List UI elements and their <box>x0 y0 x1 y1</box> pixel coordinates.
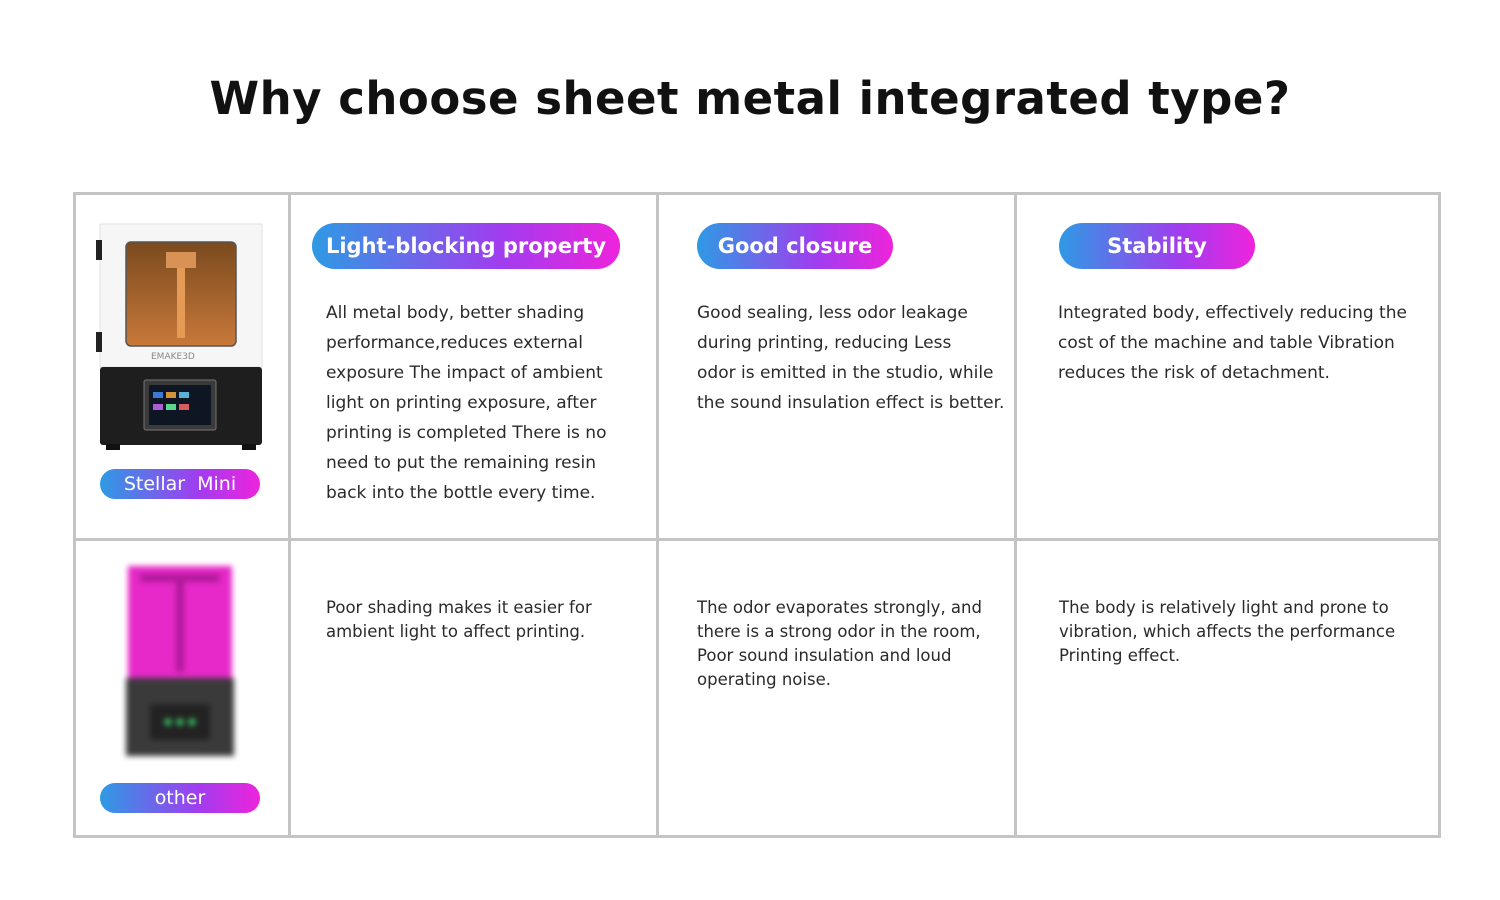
text-line: reduces the risk of detachment. <box>1058 363 1330 383</box>
row-divider <box>76 538 1438 541</box>
comparison-table <box>73 192 1441 838</box>
column-divider <box>656 195 659 835</box>
text-line: Poor shading makes it easier for <box>326 598 592 617</box>
column-divider <box>1014 195 1017 835</box>
other-printer-image <box>122 564 238 760</box>
heading-light-blocking: Light-blocking property <box>312 223 620 269</box>
text-line: odor is emitted in the studio, while <box>697 363 994 383</box>
page-title: Why choose sheet metal integrated type? <box>209 72 1291 125</box>
text-line: The body is relatively light and prone to <box>1059 598 1389 617</box>
text-line: during printing, reducing Less <box>697 333 952 353</box>
text-line: need to put the remaining resin <box>326 453 596 473</box>
text-line: exposure The impact of ambient <box>326 363 603 383</box>
good-closure-description <box>697 298 1004 418</box>
other-closure-description <box>697 596 982 692</box>
product-label-stellar-mini: Stellar Mini <box>100 469 260 499</box>
light-blocking-description <box>326 298 606 508</box>
text-line: light on printing exposure, after <box>326 393 597 413</box>
text-line: operating noise. <box>697 670 831 689</box>
heading-stability: Stability <box>1059 223 1255 269</box>
text-line: back into the bottle every time. <box>326 483 596 503</box>
text-line: Integrated body, effectively reducing the <box>1058 303 1407 323</box>
text-line: printing is completed There is no <box>326 423 607 443</box>
text-line: there is a strong odor in the room, <box>697 622 981 641</box>
text-line: All metal body, better shading <box>326 303 585 323</box>
text-line: Good sealing, less odor leakage <box>697 303 968 323</box>
text-line: performance,reduces external <box>326 333 583 353</box>
stability-description <box>1058 298 1407 388</box>
text-line: vibration, which affects the performance <box>1059 622 1396 641</box>
text-line: Printing effect. <box>1059 646 1181 665</box>
product-label-other: other <box>100 783 260 813</box>
other-light-blocking-description <box>326 596 592 644</box>
text-line: ambient light to affect printing. <box>326 622 586 641</box>
text-line: Poor sound insulation and loud <box>697 646 952 665</box>
svg-text:EMAKE3D: EMAKE3D <box>151 352 195 362</box>
text-line: The odor evaporates strongly, and <box>697 598 982 617</box>
heading-good-closure: Good closure <box>697 223 893 269</box>
other-stability-description <box>1059 596 1395 668</box>
text-line: cost of the machine and table Vibration <box>1058 333 1395 353</box>
column-divider <box>288 195 291 835</box>
text-line: the sound insulation effect is better. <box>697 393 1005 413</box>
stellar-mini-printer-image <box>96 222 266 452</box>
